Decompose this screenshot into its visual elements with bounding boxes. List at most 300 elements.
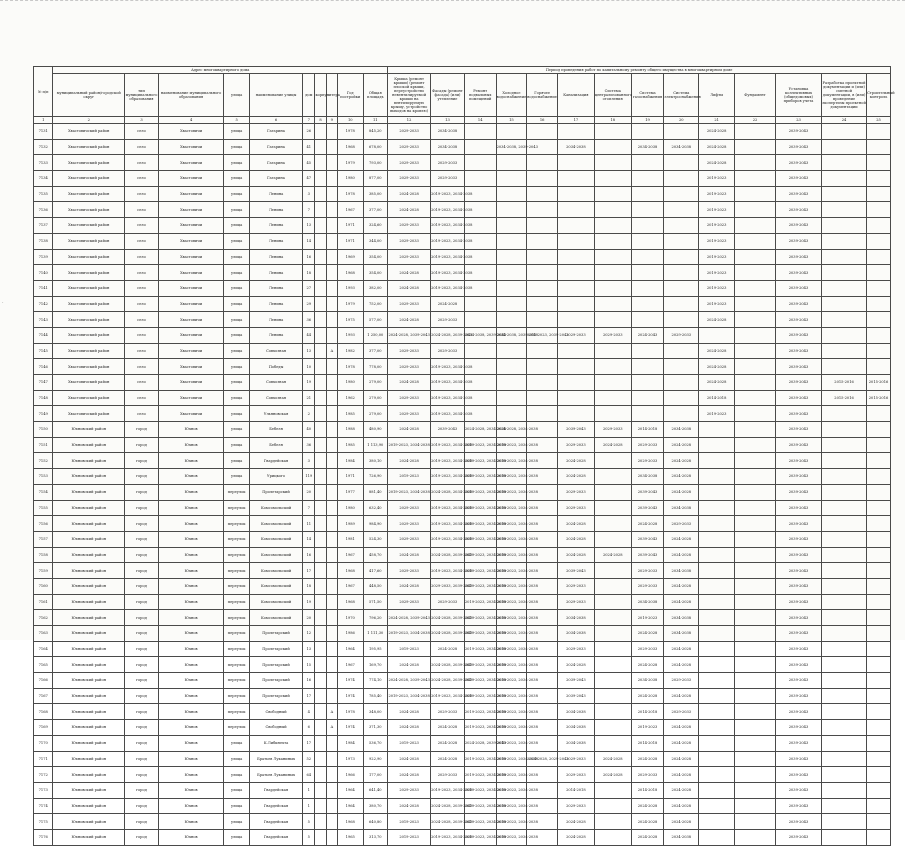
table-cell: Юхнов: [158, 516, 224, 532]
table-cell: 877,00: [363, 171, 388, 187]
table-cell: переулок: [224, 578, 250, 594]
table-cell: 2029-2033: [388, 516, 431, 532]
table-cell: Юхновский район: [53, 578, 125, 594]
table-cell: 2039-2043: [631, 531, 664, 547]
table-cell: [699, 798, 735, 814]
table-row: [34, 704, 891, 720]
table-cell: [867, 422, 891, 438]
table-cell: [631, 124, 664, 140]
table-cell: 458,70: [363, 547, 388, 563]
table-cell: 2039-2043: [775, 375, 821, 391]
table-cell: [735, 218, 776, 234]
table-cell: Бебеля: [249, 422, 302, 438]
table-row: [34, 735, 891, 751]
table-cell: переулок: [224, 547, 250, 563]
register-body: [34, 124, 891, 846]
table-cell: [315, 124, 326, 140]
table-cell: 7170: [34, 735, 53, 751]
table-cell: [315, 547, 326, 563]
table-cell: [594, 171, 631, 187]
table-cell: 7162: [34, 610, 53, 626]
table-cell: [594, 798, 631, 814]
table-cell: Хвастовичи: [158, 343, 224, 359]
table-cell: [735, 657, 776, 673]
table-cell: 2019-2023, 2034-2038: [496, 657, 527, 673]
table-cell: Юхнов: [158, 500, 224, 516]
table-cell: 1978: [337, 186, 363, 202]
table-cell: переулок: [224, 688, 250, 704]
table-cell: Юхнов: [158, 798, 224, 814]
table-cell: 7146: [34, 359, 53, 375]
table-cell: 2024-2028, 2039-2043: [431, 610, 465, 626]
table-cell: [822, 171, 867, 187]
table-cell: [735, 516, 776, 532]
table-cell: село: [125, 343, 159, 359]
table-cell: [822, 469, 867, 485]
table-cell: 2029-2033: [388, 406, 431, 422]
table-cell: [822, 531, 867, 547]
table-cell: [867, 249, 891, 265]
column-number: 12: [388, 117, 431, 124]
table-cell: 354,00: [363, 265, 388, 281]
table-cell: 2019-2023, 2034-2038: [464, 437, 496, 453]
table-cell: [735, 531, 776, 547]
table-cell: [315, 500, 326, 516]
table-cell: 2024-2028: [388, 720, 431, 736]
table-cell: Юхнов: [158, 594, 224, 610]
table-cell: 2019-2023, 2034-2038: [464, 453, 496, 469]
table-row: [34, 171, 891, 187]
table-cell: 2024-2028: [664, 657, 699, 673]
table-row: [34, 124, 891, 140]
table-cell: Юхновский район: [53, 767, 125, 783]
table-cell: 7139: [34, 249, 53, 265]
table-cell: [699, 500, 735, 516]
table-cell: 6: [303, 720, 315, 736]
table-cell: [326, 453, 337, 469]
table-cell: Ленина: [249, 202, 302, 218]
table-cell: [315, 359, 326, 375]
table-cell: [699, 484, 735, 500]
table-cell: 2019-2023: [699, 296, 735, 312]
table-cell: 1978: [337, 704, 363, 720]
table-cell: 2024-2028: [431, 751, 465, 767]
table-cell: [464, 296, 496, 312]
table-cell: [496, 343, 527, 359]
table-cell: [594, 704, 631, 720]
table-cell: переулок: [224, 531, 250, 547]
table-cell: улица: [224, 312, 250, 328]
table-cell: [594, 124, 631, 140]
table-cell: [594, 594, 631, 610]
table-cell: Ленина: [249, 265, 302, 281]
column-number: 4: [158, 117, 224, 124]
table-cell: 678,00: [363, 139, 388, 155]
table-cell: [315, 720, 326, 736]
table-cell: [464, 124, 496, 140]
table-cell: [867, 688, 891, 704]
table-cell: 2024-2028: [631, 829, 664, 845]
table-cell: Пролетарский: [249, 626, 302, 642]
table-cell: [315, 327, 326, 343]
table-cell: [315, 531, 326, 547]
table-cell: 2029-2033: [388, 218, 431, 234]
table-cell: 7153: [34, 469, 53, 485]
table-cell: Совхозная: [249, 343, 302, 359]
table-cell: Юхновский район: [53, 610, 125, 626]
table-cell: 1984: [337, 453, 363, 469]
table-cell: [867, 798, 891, 814]
table-cell: 1964: [337, 641, 363, 657]
table-cell: 2024-2028: [631, 814, 664, 830]
table-cell: 5: [303, 829, 315, 845]
table-cell: [594, 359, 631, 375]
table-cell: 1 113,90: [363, 437, 388, 453]
table-cell: 2039-2043: [557, 563, 594, 579]
table-cell: 2019-2023: [631, 610, 664, 626]
table-cell: 2024-2028: [664, 547, 699, 563]
table-cell: 14: [303, 531, 315, 547]
table-cell: село: [125, 406, 159, 422]
table-cell: 2034-2038: [631, 594, 664, 610]
table-cell: [735, 359, 776, 375]
table-cell: 1964: [337, 798, 363, 814]
table-cell: 2024-2028: [664, 782, 699, 798]
table-cell: [315, 751, 326, 767]
column-number: 3: [125, 117, 159, 124]
table-cell: [735, 735, 776, 751]
table-cell: село: [125, 202, 159, 218]
table-cell: [594, 626, 631, 642]
table-cell: [326, 751, 337, 767]
table-cell: [867, 704, 891, 720]
table-cell: 2039-2043: [775, 155, 821, 171]
table-cell: 2024-2028: [594, 437, 631, 453]
table-cell: [867, 186, 891, 202]
table-cell: [594, 829, 631, 845]
column-number: 18: [594, 117, 631, 124]
column-header: улица: [224, 74, 250, 117]
table-cell: [326, 829, 337, 845]
table-cell: 2024-2028: [631, 626, 664, 642]
table-cell: 2024-2028, 2039-2043: [431, 626, 465, 642]
table-cell: [822, 547, 867, 563]
table-cell: Юхновский район: [53, 547, 125, 563]
column-header: Установка коллективных (общедомовых) приборов учета: [775, 74, 821, 117]
table-cell: Хвастовичский район: [53, 124, 125, 140]
table-cell: 15: [303, 657, 315, 673]
table-cell: [867, 233, 891, 249]
table-cell: Хвастовичи: [158, 406, 224, 422]
column-header: литера: [326, 74, 337, 117]
table-cell: Юхновский район: [53, 829, 125, 845]
table-cell: 2024-2028: [557, 453, 594, 469]
table-cell: улица: [224, 171, 250, 187]
table-cell: 2019-2023, 2034-2038: [464, 484, 496, 500]
column-header: муниципальный район/городской округ: [53, 74, 125, 117]
table-cell: [735, 390, 776, 406]
table-cell: [664, 218, 699, 234]
table-cell: 2019-2023, 2034-2038: [431, 782, 465, 798]
table-cell: [735, 469, 776, 485]
table-cell: Гвардейская: [249, 829, 302, 845]
table-cell: [822, 578, 867, 594]
table-cell: [822, 406, 867, 422]
table-cell: [496, 296, 527, 312]
column-number: 8: [315, 117, 326, 124]
table-cell: Юхнов: [158, 547, 224, 563]
table-cell: 2039-2043: [775, 720, 821, 736]
table-cell: 169,70: [363, 657, 388, 673]
table-cell: Комсомольский: [249, 563, 302, 579]
table-cell: [631, 375, 664, 391]
table-cell: 7176: [34, 829, 53, 845]
column-header: Ремонт подвальных помещений: [464, 74, 496, 117]
table-cell: Юхновский район: [53, 720, 125, 736]
table-cell: Хвастовичи: [158, 359, 224, 375]
table-cell: 40: [303, 422, 315, 438]
table-row: [34, 453, 891, 469]
table-cell: 2024-2028: [431, 641, 465, 657]
table-cell: 2024-2028: [431, 296, 465, 312]
table-cell: [326, 547, 337, 563]
table-cell: 2039-2043: [775, 312, 821, 328]
table-cell: [315, 296, 326, 312]
column-number: 9: [326, 117, 337, 124]
table-cell: 2039-2043: [775, 673, 821, 689]
table-cell: 2019-2023, 2034-2038: [496, 673, 527, 689]
table-cell: 2039-2043: [775, 704, 821, 720]
table-cell: [867, 829, 891, 845]
table-cell: 2029-2033: [664, 673, 699, 689]
table-cell: [735, 171, 776, 187]
table-cell: Пролетарский: [249, 688, 302, 704]
table-cell: 41: [303, 139, 315, 155]
table-cell: [867, 657, 891, 673]
table-cell: 21: [303, 390, 315, 406]
table-row: [34, 327, 891, 343]
table-cell: [326, 390, 337, 406]
table-cell: 7174: [34, 798, 53, 814]
table-cell: Юхновский район: [53, 704, 125, 720]
table-cell: Хвастовичский район: [53, 327, 125, 343]
table-cell: 2019-2023, 2034-2038: [464, 798, 496, 814]
column-number: 25: [867, 117, 891, 124]
table-cell: улица: [224, 437, 250, 453]
table-cell: [664, 406, 699, 422]
table-cell: Ленина: [249, 186, 302, 202]
table-cell: 2019-2023, 2034-2038: [431, 829, 465, 845]
table-cell: 2019-2023, 2034-2038: [464, 578, 496, 594]
table-cell: Гагарина: [249, 155, 302, 171]
table-cell: 371,30: [363, 720, 388, 736]
table-cell: [699, 563, 735, 579]
table-cell: 2019-2023, 2034-2038: [431, 265, 465, 281]
table-cell: Хвастовичи: [158, 202, 224, 218]
capital-repair-register-table: [33, 66, 895, 846]
table-cell: [315, 814, 326, 830]
table-cell: переулок: [224, 626, 250, 642]
column-number: 6: [249, 117, 302, 124]
table-cell: Юхнов: [158, 563, 224, 579]
table-cell: [699, 782, 735, 798]
table-cell: 2034-2038, 2039-2043: [464, 327, 496, 343]
table-cell: 2: [303, 406, 315, 422]
table-cell: 2039-2043: [775, 751, 821, 767]
table-cell: 1989: [337, 516, 363, 532]
table-cell: 2019-2023, 2034-2038: [464, 469, 496, 485]
table-cell: Комсомольский: [249, 516, 302, 532]
column-header: Система электроснабжения: [664, 74, 699, 117]
table-cell: [664, 296, 699, 312]
table-cell: [315, 594, 326, 610]
table-cell: [822, 720, 867, 736]
table-cell: 16: [303, 547, 315, 563]
table-cell: 2019-2023, 2034-2038: [496, 720, 527, 736]
table-cell: 2024-2028: [664, 688, 699, 704]
table-cell: 2015-2016: [822, 375, 867, 391]
table-cell: [735, 594, 776, 610]
table-cell: 7167: [34, 688, 53, 704]
table-cell: 1978: [337, 359, 363, 375]
table-cell: переулок: [224, 594, 250, 610]
table-cell: Хвастовичи: [158, 375, 224, 391]
table-cell: [699, 547, 735, 563]
table-cell: переулок: [224, 673, 250, 689]
table-cell: [699, 735, 735, 751]
table-cell: 7157: [34, 531, 53, 547]
table-cell: Хвастовичский район: [53, 343, 125, 359]
table-cell: 2019-2023, 2034-2038: [464, 751, 496, 767]
table-cell: 2019-2023, 2034-2038: [496, 641, 527, 657]
table-cell: город: [125, 437, 159, 453]
table-cell: [822, 155, 867, 171]
table-cell: [594, 735, 631, 751]
table-cell: 2039-2043: [631, 500, 664, 516]
table-cell: [496, 171, 527, 187]
table-cell: Победы: [249, 359, 302, 375]
table-cell: 2039-2043: [775, 469, 821, 485]
table-cell: [315, 249, 326, 265]
table-cell: [315, 343, 326, 359]
table-cell: 7172: [34, 767, 53, 783]
table-cell: [822, 202, 867, 218]
table-row: [34, 641, 891, 657]
column-number: 7: [303, 117, 315, 124]
table-cell: 17: [303, 688, 315, 704]
table-cell: 2039-2043: [775, 265, 821, 281]
table-row: [34, 751, 891, 767]
table-cell: 1967: [337, 547, 363, 563]
table-cell: [326, 531, 337, 547]
table-cell: 385,00: [363, 186, 388, 202]
table-cell: 1962: [337, 390, 363, 406]
table-cell: 18: [303, 265, 315, 281]
table-cell: Хвастовичи: [158, 312, 224, 328]
table-cell: 11: [303, 516, 315, 532]
table-cell: село: [125, 312, 159, 328]
table-cell: [822, 453, 867, 469]
table-cell: [315, 829, 326, 845]
table-cell: [527, 186, 558, 202]
table-cell: 2039-2043: [431, 422, 465, 438]
table-cell: Свободный: [249, 704, 302, 720]
table-cell: город: [125, 735, 159, 751]
table-cell: 52: [303, 751, 315, 767]
table-cell: [867, 469, 891, 485]
table-cell: [735, 280, 776, 296]
table-cell: 2024-2028: [664, 814, 699, 830]
table-cell: [315, 469, 326, 485]
table-cell: 2024-2028: [699, 124, 735, 140]
table-cell: [735, 186, 776, 202]
table-cell: [557, 124, 594, 140]
table-cell: 2019-2023, 2034-2038: [496, 531, 527, 547]
table-cell: Хвастовичи: [158, 124, 224, 140]
table-cell: 2019-2023: [699, 218, 735, 234]
table-cell: [664, 202, 699, 218]
table-cell: 1965: [337, 829, 363, 845]
table-cell: Хвастовичский район: [53, 375, 125, 391]
table-cell: [557, 171, 594, 187]
table-cell: 2029-2033: [557, 751, 594, 767]
table-cell: [699, 814, 735, 830]
table-cell: [631, 186, 664, 202]
table-cell: 4: [303, 704, 315, 720]
table-cell: [822, 657, 867, 673]
table-cell: 2034-2038, 2039-2043: [496, 327, 527, 343]
table-cell: 984,90: [363, 516, 388, 532]
table-cell: город: [125, 829, 159, 845]
table-cell: 377,00: [363, 202, 388, 218]
table-cell: город: [125, 641, 159, 657]
table-cell: село: [125, 186, 159, 202]
table-cell: [594, 516, 631, 532]
table-cell: [315, 437, 326, 453]
table-cell: [557, 406, 594, 422]
table-cell: [557, 155, 594, 171]
table-cell: 348,00: [363, 704, 388, 720]
table-cell: [557, 233, 594, 249]
table-cell: [527, 202, 558, 218]
table-cell: [699, 610, 735, 626]
table-cell: 1977: [337, 484, 363, 500]
table-cell: [631, 265, 664, 281]
table-cell: [594, 280, 631, 296]
table-cell: [664, 375, 699, 391]
column-number: 20: [664, 117, 699, 124]
table-cell: [867, 531, 891, 547]
table-cell: Юхновский район: [53, 594, 125, 610]
table-cell: 2019-2023, 2034-2038: [496, 469, 527, 485]
table-cell: [867, 406, 891, 422]
table-cell: 2024-2028: [594, 751, 631, 767]
column-number: 15: [496, 117, 527, 124]
table-cell: Ленина: [249, 218, 302, 234]
table-cell: [594, 610, 631, 626]
table-cell: Хвастовичи: [158, 249, 224, 265]
table-cell: [822, 422, 867, 438]
table-cell: 2019-2023, 2034-2038: [464, 516, 496, 532]
table-cell: 2019-2023, 2034-2038: [431, 500, 465, 516]
table-cell: 2019-2023, 2034-2038: [496, 798, 527, 814]
table-cell: [315, 626, 326, 642]
table-row: [34, 500, 891, 516]
table-cell: 2019-2023: [388, 469, 431, 485]
table-cell: 2039-2043: [775, 641, 821, 657]
table-cell: 2029-2033: [388, 782, 431, 798]
table-cell: 2024-2028: [388, 578, 431, 594]
